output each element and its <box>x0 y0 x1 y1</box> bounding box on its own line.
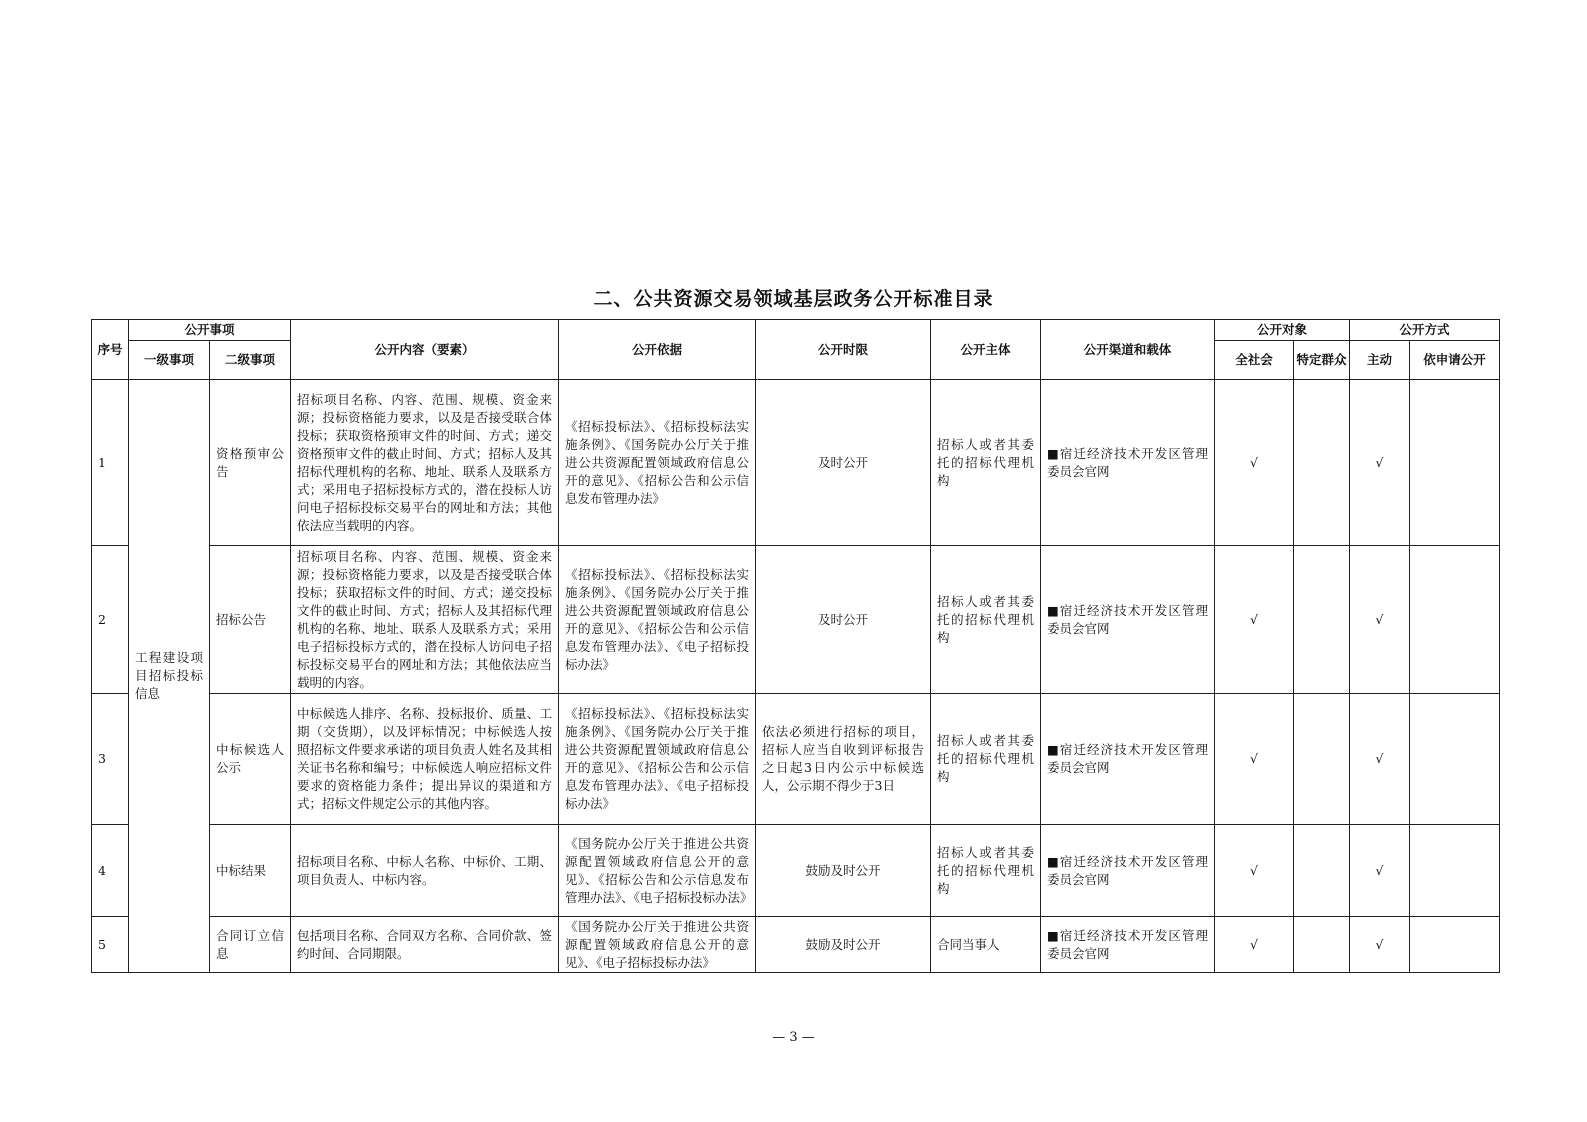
row-specific-groups <box>1294 380 1350 546</box>
row-on-request <box>1410 825 1500 917</box>
row-subject: 招标人或者其委托的招标代理机构 <box>931 380 1041 546</box>
table-row <box>92 380 1500 546</box>
row-basis: 《国务院办公厅关于推进公共资源配置领域政府信息公开的意见》、《招标公告和公示信息发布管理办法》、《电子招标投标办法》 <box>559 825 756 917</box>
row-active: √ <box>1350 917 1410 973</box>
row-time-limit: 鼓励及时公开 <box>756 917 931 973</box>
row-basis: 《招标投标法》、《招标投标法实施条例》、《国务院办公厅关于推进公共资源配置领域政府信息公开的意见》、《招标公告和公示信息发布管理办法》、《电子招标投标办法》 <box>559 694 756 825</box>
row-all-society: √ <box>1215 917 1294 973</box>
header-method: 公开方式 <box>1350 320 1500 341</box>
row-time-limit: 及时公开 <box>756 380 931 546</box>
row-seq: 2 <box>92 546 129 694</box>
row-content: 招标项目名称、内容、范围、规模、资金来源；投标资格能力要求，以及是否接受联合体投标；获取招标文件的时间、方式；递交投标文件的截止时间、方式；招标人及其招标代理机构的名称、地址、联系人及联系方式；采用电子招标投标方式的，潜在投标人访问电子招标投标交易平台的网址和方法；其他依法应当载明的内容。 <box>291 546 559 694</box>
row-active: √ <box>1350 694 1410 825</box>
table-row <box>92 694 1500 825</box>
row-basis: 《国务院办公厅关于推进公共资源配置领域政府信息公开的意见》、《电子招标投标办法》 <box>559 917 756 973</box>
header-subject: 公开主体 <box>931 320 1041 380</box>
header-all-society: 全社会 <box>1215 341 1294 380</box>
page-title: 二、公共资源交易领域基层政务公开标准目录 <box>593 288 994 310</box>
header-level1: 一级事项 <box>129 341 210 380</box>
row-content: 招标项目名称、内容、范围、规模、资金来源；投标资格能力要求，以及是否接受联合体投标；获取资格预审文件的时间、方式；递交资格预审文件的截止时间、方式；招标人及其招标代理机构的名称、地址、联系人及联系方式；采用电子招标投标方式的，潜在投标人访问电子招标投标交易平台的网址和方法；其他依法应当载明的内容。 <box>291 380 559 546</box>
row-content: 包括项目名称、合同双方名称、合同价款、签约时间、合同期限。 <box>291 917 559 973</box>
row-on-request <box>1410 380 1500 546</box>
row-specific-groups <box>1294 825 1350 917</box>
row-specific-groups <box>1294 917 1350 973</box>
row-all-society: √ <box>1215 825 1294 917</box>
row-channel: ■宿迁经济技术开发区管理委员会官网 <box>1041 917 1215 973</box>
row-basis: 《招标投标法》、《招标投标法实施条例》、《国务院办公厅关于推进公共资源配置领域政府信息公开的意见》、《招标公告和公示信息发布管理办法》、《电子招标投标办法》 <box>559 546 756 694</box>
row-all-society: √ <box>1215 694 1294 825</box>
row-specific-groups <box>1294 546 1350 694</box>
row-active: √ <box>1350 380 1410 546</box>
row-all-society: √ <box>1215 380 1294 546</box>
row-on-request <box>1410 694 1500 825</box>
row-seq: 1 <box>92 380 129 546</box>
row-seq: 5 <box>92 917 129 973</box>
row-seq: 4 <box>92 825 129 917</box>
row-level2: 招标公告 <box>210 546 291 694</box>
header-target: 公开对象 <box>1215 320 1350 341</box>
header-time-limit: 公开时限 <box>756 320 931 380</box>
row-time-limit: 鼓励及时公开 <box>756 825 931 917</box>
row-on-request <box>1410 917 1500 973</box>
row-subject: 招标人或者其委托的招标代理机构 <box>931 694 1041 825</box>
row-channel: ■宿迁经济技术开发区管理委员会官网 <box>1041 380 1215 546</box>
row-subject: 招标人或者其委托的招标代理机构 <box>931 825 1041 917</box>
row-time-limit: 依法必须进行招标的项目，招标人应当自收到评标报告之日起3日内公示中标候选人，公示期不得少于3日 <box>756 694 931 825</box>
row-on-request <box>1410 546 1500 694</box>
header-on-request: 依申请公开 <box>1410 341 1500 380</box>
page-number: — 3 — <box>772 1030 815 1045</box>
header-channel: 公开渠道和载体 <box>1041 320 1215 380</box>
row-level2: 中标候选人公示 <box>210 694 291 825</box>
header-active: 主动 <box>1350 341 1410 380</box>
row-content: 中标候选人排序、名称、投标报价、质量、工期（交货期），以及评标情况；中标候选人按照招标文件要求承诺的项目负责人姓名及其相关证书名称和编号；中标候选人响应招标文件要求的资格能力条件；提出异议的渠道和方式；招标文件规定公示的其他内容。 <box>291 694 559 825</box>
row-channel: ■宿迁经济技术开发区管理委员会官网 <box>1041 825 1215 917</box>
catalog-table <box>91 319 1500 973</box>
header-level2: 二级事项 <box>210 341 291 380</box>
header-specific-groups: 特定群众 <box>1294 341 1350 380</box>
level1-item: 工程建设项目招标投标信息 <box>129 380 210 973</box>
row-content: 招标项目名称、中标人名称、中标价、工期、项目负责人、中标内容。 <box>291 825 559 917</box>
table-row <box>92 825 1500 917</box>
row-level2: 中标结果 <box>210 825 291 917</box>
row-seq: 3 <box>92 694 129 825</box>
row-time-limit: 及时公开 <box>756 546 931 694</box>
row-subject: 合同当事人 <box>931 917 1041 973</box>
row-specific-groups <box>1294 694 1350 825</box>
header-items: 公开事项 <box>129 320 291 341</box>
row-level2: 资格预审公告 <box>210 380 291 546</box>
header-content: 公开内容（要素） <box>291 320 559 380</box>
header-seq: 序号 <box>92 320 129 380</box>
row-channel: ■宿迁经济技术开发区管理委员会官网 <box>1041 694 1215 825</box>
row-subject: 招标人或者其委托的招标代理机构 <box>931 546 1041 694</box>
row-level2: 合同订立信息 <box>210 917 291 973</box>
table-row <box>92 546 1500 694</box>
row-active: √ <box>1350 546 1410 694</box>
row-channel: ■宿迁经济技术开发区管理委员会官网 <box>1041 546 1215 694</box>
row-basis: 《招标投标法》、《招标投标法实施条例》、《国务院办公厅关于推进公共资源配置领域政府信息公开的意见》、《招标公告和公示信息发布管理办法》 <box>559 380 756 546</box>
table-row <box>92 917 1500 973</box>
row-active: √ <box>1350 825 1410 917</box>
header-basis: 公开依据 <box>559 320 756 380</box>
row-all-society: √ <box>1215 546 1294 694</box>
